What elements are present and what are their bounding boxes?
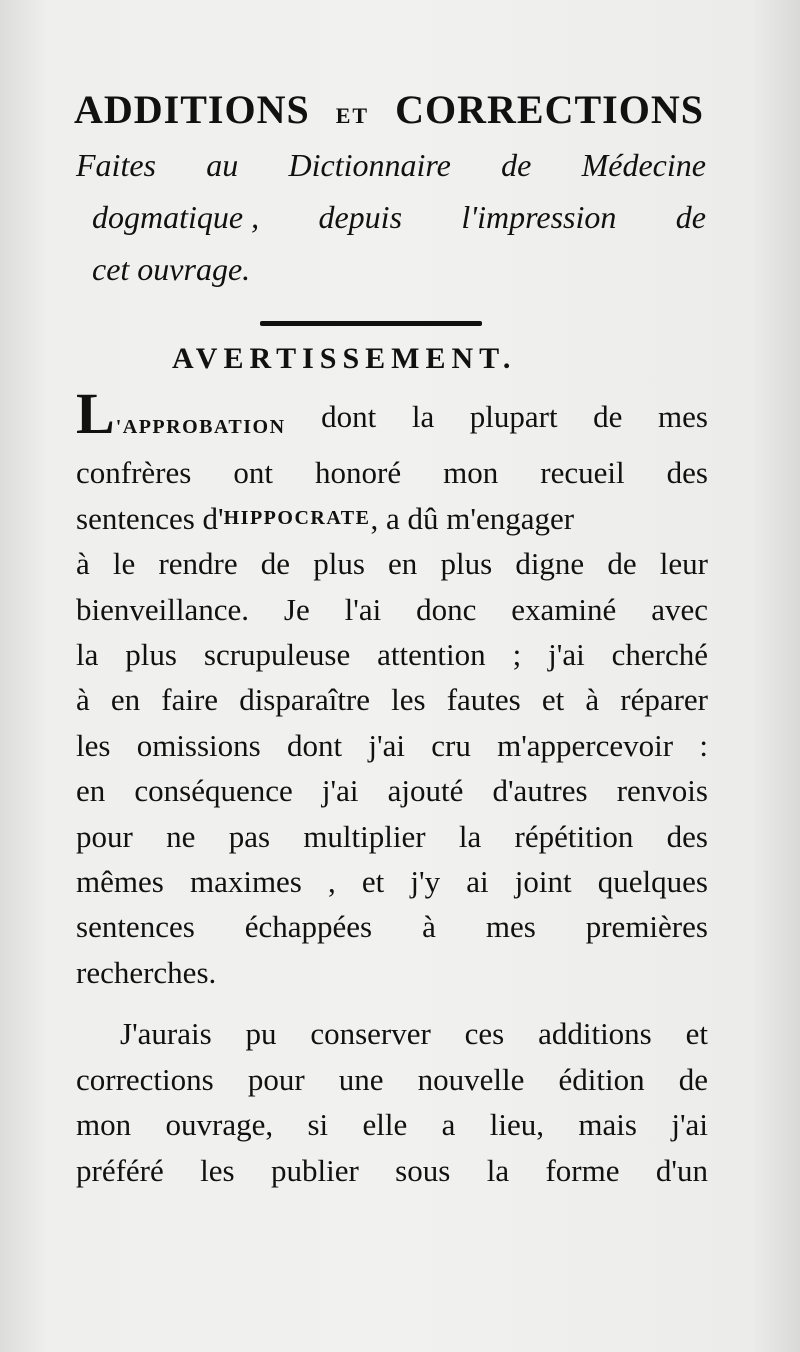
word: disparaître bbox=[239, 682, 371, 718]
word: de bbox=[607, 546, 637, 582]
word: m'appercevoir bbox=[497, 727, 674, 763]
word: plus bbox=[440, 546, 493, 582]
word: préféré bbox=[76, 1152, 164, 1188]
title-part-et: ET bbox=[335, 103, 370, 128]
word: pu bbox=[245, 1016, 277, 1052]
word: ne bbox=[166, 818, 196, 854]
subtitle-word: depuis bbox=[318, 199, 403, 235]
drop-cap: L bbox=[76, 381, 115, 446]
word: cru bbox=[431, 727, 471, 763]
word: , bbox=[328, 864, 336, 900]
text-line: recherches. bbox=[76, 954, 217, 990]
word: dont bbox=[321, 399, 377, 434]
word: des bbox=[666, 818, 708, 854]
word: scrupuleuse bbox=[203, 637, 351, 673]
word: forme bbox=[545, 1152, 620, 1188]
word: digne bbox=[515, 546, 585, 582]
word: mes bbox=[658, 399, 708, 434]
word: plus bbox=[313, 546, 365, 582]
word: plupart bbox=[469, 399, 558, 434]
text-line bbox=[76, 632, 708, 677]
subtitle-word: Faites bbox=[76, 147, 156, 183]
word: ont bbox=[233, 455, 273, 491]
text-line bbox=[76, 904, 708, 949]
page-content bbox=[76, 80, 716, 1193]
word: les bbox=[200, 1152, 235, 1188]
word: elle bbox=[362, 1107, 408, 1143]
word: rendre bbox=[158, 546, 238, 582]
word: mes bbox=[485, 909, 536, 945]
subtitle-word: l'impression bbox=[461, 199, 617, 235]
word: d'un bbox=[655, 1152, 708, 1188]
word: et bbox=[685, 1016, 708, 1052]
word: plus bbox=[125, 637, 177, 673]
word: et bbox=[541, 682, 565, 718]
word: les bbox=[391, 682, 426, 718]
word: ouvrage, bbox=[165, 1107, 274, 1143]
word: pour bbox=[247, 1061, 305, 1097]
word: a bbox=[441, 1107, 456, 1143]
section-heading: AVERTISSEMENT. bbox=[172, 342, 517, 375]
word: des bbox=[666, 455, 708, 491]
text-line bbox=[76, 859, 708, 904]
word: en bbox=[388, 546, 418, 582]
text-line bbox=[76, 677, 708, 722]
word: ajouté bbox=[387, 773, 464, 809]
subtitle-word: de bbox=[675, 199, 706, 235]
word: corrections bbox=[76, 1061, 214, 1097]
word: si bbox=[307, 1107, 329, 1143]
text-line bbox=[76, 381, 708, 450]
subtitle-line-2 bbox=[76, 191, 706, 243]
word: conserver bbox=[310, 1016, 431, 1052]
word: la bbox=[76, 637, 99, 673]
subtitle-word: Médecine bbox=[581, 147, 706, 183]
word: j'ai bbox=[321, 773, 359, 809]
paragraph-2 bbox=[76, 1011, 708, 1193]
word: j'y bbox=[410, 864, 441, 900]
word: additions bbox=[538, 1016, 652, 1052]
word: à bbox=[76, 682, 90, 718]
word: mon bbox=[76, 1107, 132, 1143]
body-text bbox=[76, 381, 708, 1193]
word: bienveillance. bbox=[76, 591, 249, 627]
word: échappées bbox=[244, 909, 373, 945]
subtitle-line-3: cet ouvrage. bbox=[92, 251, 251, 287]
word: ; bbox=[512, 637, 522, 673]
word: conséquence bbox=[134, 773, 293, 809]
word: l'ai bbox=[344, 591, 382, 627]
subtitle-line-1 bbox=[76, 139, 706, 191]
subtitle-word: Dictionnaire bbox=[288, 147, 451, 183]
text-line bbox=[76, 1102, 708, 1147]
smallcaps-word: 'APPROBATION bbox=[115, 416, 286, 438]
word: fautes bbox=[446, 682, 521, 718]
word: renvois bbox=[616, 773, 708, 809]
line-segment: , a dû m'engager bbox=[370, 500, 575, 536]
text-line bbox=[76, 450, 708, 495]
word: les bbox=[76, 727, 111, 763]
text-line bbox=[76, 814, 708, 859]
word: omissions bbox=[136, 727, 261, 763]
word: la bbox=[486, 1152, 510, 1188]
word: et bbox=[361, 864, 385, 900]
word: à bbox=[76, 546, 90, 582]
word: recueil bbox=[540, 455, 625, 491]
text-line bbox=[76, 541, 708, 586]
word: nouvelle bbox=[417, 1061, 525, 1097]
word: publier bbox=[270, 1152, 359, 1188]
word: sous bbox=[395, 1152, 451, 1188]
word: pas bbox=[228, 818, 271, 854]
word: honoré bbox=[315, 455, 402, 491]
word: faire bbox=[161, 682, 219, 718]
subtitle-word: de bbox=[501, 147, 532, 183]
word: : bbox=[699, 727, 708, 763]
word: mêmes bbox=[76, 864, 164, 900]
word: la bbox=[458, 818, 482, 854]
word: sentences bbox=[76, 909, 195, 945]
word: à bbox=[422, 909, 436, 945]
word: leur bbox=[659, 546, 708, 582]
text-line bbox=[76, 496, 708, 541]
word: j'ai bbox=[368, 727, 405, 763]
word: en bbox=[110, 682, 141, 718]
word: premières bbox=[585, 909, 708, 945]
word: lieu, bbox=[489, 1107, 545, 1143]
word: ai bbox=[466, 864, 489, 900]
line-segment: sentences d' bbox=[76, 500, 224, 536]
line-start bbox=[76, 381, 286, 450]
word: quelques bbox=[597, 864, 708, 900]
word: mon bbox=[443, 455, 499, 491]
word: réparer bbox=[620, 682, 708, 718]
word: à bbox=[585, 682, 600, 718]
word: répétition bbox=[514, 818, 634, 854]
word: en bbox=[76, 773, 106, 809]
word: cherché bbox=[611, 637, 708, 673]
text-line bbox=[76, 1011, 708, 1056]
text-line bbox=[76, 723, 708, 768]
word: la bbox=[411, 399, 435, 434]
word: dont bbox=[287, 727, 343, 763]
word: édition bbox=[558, 1061, 645, 1097]
page-title bbox=[74, 86, 704, 133]
word: joint bbox=[514, 864, 572, 900]
word: de bbox=[593, 399, 623, 434]
word: de bbox=[260, 546, 291, 582]
word: attention bbox=[377, 637, 486, 673]
word: Je bbox=[283, 591, 310, 627]
title-part-additions: ADDITIONS bbox=[74, 87, 310, 132]
subtitle bbox=[76, 139, 706, 295]
word: mais bbox=[578, 1107, 637, 1143]
word: j'ai bbox=[671, 1107, 708, 1143]
word: d'autres bbox=[492, 773, 588, 809]
word: une bbox=[338, 1061, 384, 1097]
word: ces bbox=[464, 1016, 505, 1052]
text-line bbox=[76, 587, 708, 632]
subtitle-word: au bbox=[206, 147, 239, 183]
word: j'ai bbox=[548, 637, 585, 673]
text-line bbox=[76, 768, 708, 813]
word: pour bbox=[76, 818, 133, 854]
subtitle-word: dogmatique , bbox=[92, 199, 260, 235]
word: confrères bbox=[76, 455, 192, 491]
word: de bbox=[678, 1061, 708, 1097]
word: donc bbox=[416, 591, 477, 627]
word: le bbox=[112, 546, 136, 582]
word: J'aurais bbox=[120, 1016, 212, 1052]
divider-rule bbox=[260, 321, 482, 326]
text-line bbox=[76, 1148, 708, 1193]
word: maximes bbox=[189, 864, 302, 900]
smallcaps-word: HIPPOCRATE bbox=[223, 506, 371, 529]
text-line bbox=[76, 1057, 708, 1102]
word: multiplier bbox=[303, 818, 426, 854]
title-part-corrections: CORRECTIONS bbox=[395, 87, 704, 132]
word: examiné bbox=[511, 591, 617, 627]
word: avec bbox=[651, 591, 708, 627]
